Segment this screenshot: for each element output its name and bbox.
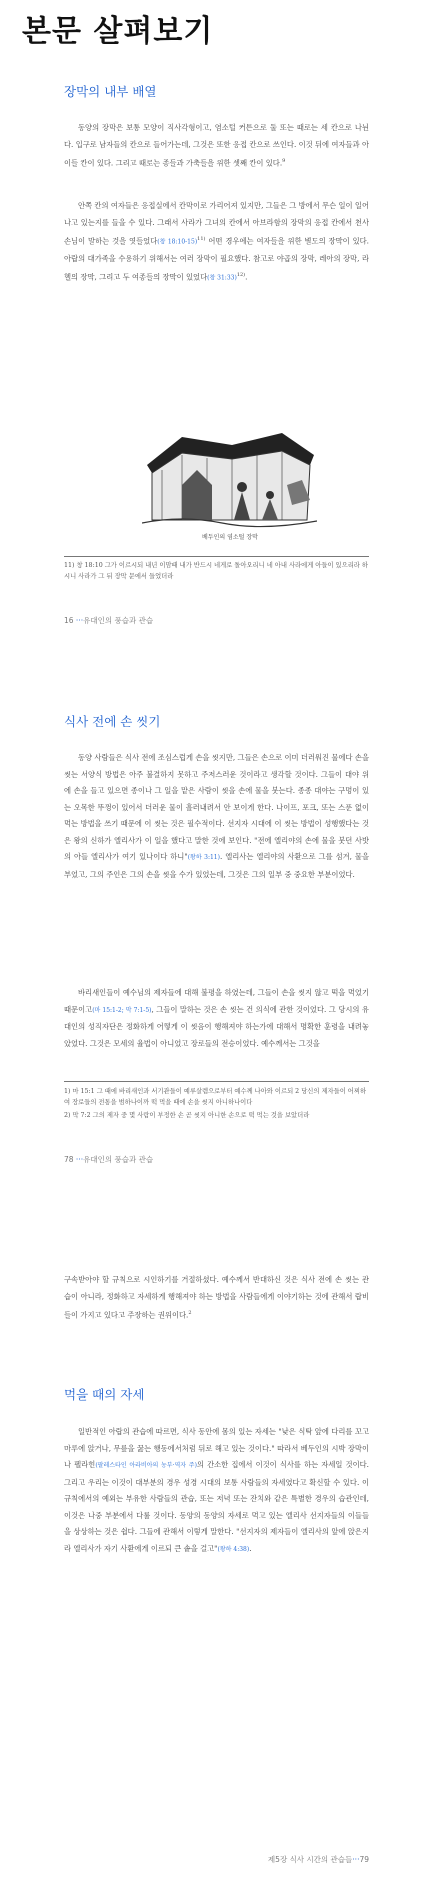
scripture-ref: (창 31:33) — [207, 274, 237, 282]
paragraph: 동양의 장막은 보통 모양이 직사각형이고, 염소털 커튼으로 둘 또는 때로는 세 칸으로 나뉜다. 입구로 남자들의 칸으로 들어가는데, 그것은 또한 응접 칸으로 쓰인다. 이것 뒤에 여자들과 아이들 칸이 있다. 그리고 때로는 종들과 가축들을 위한 셋째 칸이 있다.$^9$ — [64, 123, 369, 168]
section-title-handwashing: 식사 전에 손 씻기 — [64, 714, 161, 729]
paragraph-text: 동양 사람들은 식사 전에 조심스럽게 손을 씻지만, 그들은 손으로 이미 더러워진 물에다 손을 씻는 서양식 방법은 아주 불결하지 못하고 주저스러운 것이라고 생각할 것이다. 그들이 대야 위에 손을 들고 있으면 종이나 그 일을 맡은 사람이 씻을 손에 물을 붓는다. 종종 대야는 구멍이 있는 오목한 뚜껑이 있어서 더러운 물이 흘러내려서 안 보이게 한다. 나이프, 포크, 또는 스푼 없이 먹는 방법을 쓰기 때문에 이 씻는 것은 필수적이다. 선지자 시대에 이 씻는 방법이 성행했다는 것은 왕의 신하가 엘리사가 이 일을 했다고 말한 것에 보인다. "전에 엘리야의 손에 물을 붓던 사밧의 아들 엘리사가 여기 있나이다 하니" — [64, 753, 369, 861]
paragraph-text: . 엘리사는 엘리야의 사환으로 그를 섬겨, 물을 부었고, 그의 주인은 그의 손을 씻을 수가 있었는데, 그것은 그의 일부 중 중요한 부분이었다. — [64, 852, 370, 879]
page-number: 16 — [64, 616, 74, 625]
page-number: 78 — [64, 1155, 74, 1164]
paragraph: 안쪽 칸의 여자들은 응접실에서 칸막이로 가리어져 있지만, 그들은 그 방에서 무슨 일이 일어나고 있는지를 들을 수 있다. 그래서 사라가 그녀의 칸에서 아브라함의 장막의 응접 칸에서 천사 손님이 말하는 것을 엿들었다(창 18:10-15)$^{11)}$ 어떤 경우에는 여자들을 위한 별도의 장막이 있다. 아랍의 대가족을 수용하기 위해서는 여러 장막이 필요했다. 참고로 야곱의 장막, 레아의 장막, 라헬의 장막, 그리고 두 여종들의 장막이 있었다(창 31:33)$^{12)}$. — [64, 201, 369, 282]
page-footer: 16 ···유대인의 풍습과 관습 — [64, 616, 154, 625]
paragraph-text: 일반적인 아랍의 관습에 따르면, 식사 동안에 몸의 있는 자세는 "낮은 식탁 앞에 다리를 꼬고 마루에 앉거나, 무릎을 꿇는 행동에서처럼 뒤로 해고 있는 것이다." 따라서 베두인의 시박 장막이나 펠라힌 — [64, 1427, 369, 1469]
tent-illustration — [142, 425, 317, 530]
section-title-tent: 장막의 내부 배열 — [64, 84, 157, 99]
figure-caption: 베두인의 염소털 장막 — [202, 534, 258, 541]
scripture-ref: (마 15:1-2; 막 7:1-5) — [92, 1006, 152, 1014]
paragraph — [64, 985, 369, 1052]
scripture-ref: (왕하 4:38) — [217, 1545, 250, 1553]
paragraph-text: 의 간소한 집에서 이것이 식사를 하는 자세일 것이다. 그리고 우리는 이것이 대부분의 경우 성경 시대의 보통 사람들의 자세였다고 확신할 수 있다. 이 규칙에서의 예외는 부유한 사람들의 관습, 또는 저녁 또는 잔치와 같은 특별한 경우의 습관인데, 이것은 나중 부분에서 다룰 것이다. 동양의 동양의 자세로 먹고 있는 엘리사 선지자들의 이들들을 상상하는 것은 쉽다. 그들에 관해서 이렇게 말한다. "선지자의 제자들이 엘리사의 앞에 앉은지라 엘리사가 자기 사환에게 이르되 큰 솥을 걸고" — [64, 1460, 369, 1553]
paragraph-text: 바리새인들이 예수님의 제자들에 대해 불평을 하였는데, 그들이 손을 씻지 않고 떡을 먹었기 때문이고 — [64, 988, 369, 1014]
scripture-ref: (팔레스타인 아라비아의 농부·역자 주) — [95, 1462, 197, 1469]
book-title: 유대인의 풍습과 관습 — [83, 616, 154, 625]
footnote-divider — [64, 556, 369, 557]
page-footer: 제5장 식사 시간의 관습들···79 — [267, 1855, 369, 1864]
paragraph: 구속받아야 할 규칙으로 시인하기를 거절하셨다. 예수께서 반대하신 것은 식사 전에 손 씻는 관습이 아니라, 정화하고 자세하게 행해져야 하는 방법을 사람들에게 이야기하는 것에 관해서 랍비들이 가지고 있다고 주장하는 권위이다.$^2$ — [64, 1275, 369, 1320]
paragraph — [64, 750, 369, 883]
paragraph-text: , 그들이 말하는 것은 손 씻는 건 의식에 관한 것이었다. 그 당시의 유대인의 성직자단은 정화하게 어떻게 이 씻음이 행해져야 하는가에 대해서 명확한 훈령을 내려놓았었다. 그것은 모세의 율법이 아니었고 장로들의 전승이었다. 예수께서는 그것을 — [64, 1004, 369, 1048]
footnote: 11) 창 18:10 그가 이르시되 내년 이맘때 내가 반드시 네게로 돌아오리니 네 아내 사라에게 아들이 있으리라 하시니 사라가 그 뒤 장막 문에서 들었더라 — [64, 562, 368, 580]
page-number: 79 — [359, 1855, 369, 1864]
page-footer: 78 ···유대인의 풍습과 관습 — [64, 1155, 154, 1164]
footnote-divider — [64, 1081, 369, 1082]
chapter-title: 제5장 식사 시간의 관습들 — [267, 1855, 353, 1864]
paragraph-text: 구속받아야 할 규칙으로 시인하기를 거절하셨다. 예수께서 반대하신 것은 식사 전에 손 씻는 관습이 아니라, 정화하고 자세하게 행해져야 하는 방법을 사람들에게 이야기하는 것에 관해서 랍비들이 가지고 있다고 주장하는 권위이다. — [64, 1275, 369, 1320]
section-title-posture: 먹을 때의 자세 — [64, 1387, 145, 1402]
page-banner: 본문 살펴보기 — [22, 14, 214, 49]
footnote: 2) 막 7:2 그의 제자 중 몇 사람이 부정한 손 곧 씻지 아니한 손으로 떡 먹는 것을 보았더라 — [64, 1112, 310, 1119]
paragraph: 일반적인 아랍의 관습에 따르면, 식사 동안에 몸의 있는 자세는 "낮은 식탁 앞에 다리를 꼬고 마루에 앉거나, 무릎을 꿇는 행동에서처럼 뒤로 해고 있는 것이다." 따라서 베두인의 시박 장막이나 펠라힌(팔레스타인 아라비아의 농부·역자 주)의 간소한 집에서 이것이 식사를 하는 자세일 것이다. 그리고 우리는 이것이 대부분의 경우 성경 시대의 보통 사람들의 자세였다고 확신할 수 있다. 이 규칙에서의 예외는 부유한 사람들의 관습, 또는 저녁 또는 잔치와 같은 특별한 경우의 습관인데, 이것은 나중 부분에서 다룰 것이다. 동양의 동양의 자세로 먹고 있는 엘리사 선지자들의 이들들을 상상하는 것은 쉽다. 그들에 관해서 이렇게 말한다. "선지자의 제자들이 엘리사의 앞에 앉은지라 엘리사가 자기 사환에게 이르되 큰 솥을 걸고"(왕하 4:38). — [64, 1427, 369, 1553]
paragraph-text: 동양의 장막은 보통 모양이 직사각형이고, 염소털 커튼으로 둘 또는 때로는 세 칸으로 나뉜다. 입구로 남자들의 칸으로 들어가는데, 그것은 또한 응접 칸으로 쓰인다. 이것 뒤에 여자들과 아이들 칸이 있다. 그리고 때로는 종들과 가축들을 위한 셋째 칸이 있다. — [64, 123, 369, 168]
book-title: 유대인의 풍습과 관습 — [83, 1155, 154, 1164]
scripture-ref: (창 18:10-15) — [157, 238, 198, 246]
footnote: 1) 마 15:1 그 때에 바리새인과 서기관들이 예루살렘으로부터 예수께 나아와 이르되 2 당신의 제자들이 어찌하여 장로들의 전통을 범하나이까 떡 먹을 때에 손을 씻지 아니하나이다 — [64, 1088, 367, 1106]
paragraph-text: 어떤 경우에는 여자들을 위한 별도의 장막이 있다. 아랍의 대가족을 수용하기 위해서는 여러 장막이 필요했다. 참고로 야곱의 장막, 레아의 장막, 라헬의 장막, 그리고 두 여종들의 장막이 있었다 — [64, 236, 369, 282]
paragraph-text: 안쪽 칸의 여자들은 응접실에서 칸막이로 가리어져 있지만, 그들은 그 방에서 무슨 일이 일어나고 있는지를 들을 수 있다. 그래서 사라가 그녀의 칸에서 아브라함의 장막의 응접 칸에서 천사 손님이 말하는 것을 엿들었다 — [64, 201, 369, 246]
scripture-ref: (왕하 3:11) — [187, 854, 220, 861]
